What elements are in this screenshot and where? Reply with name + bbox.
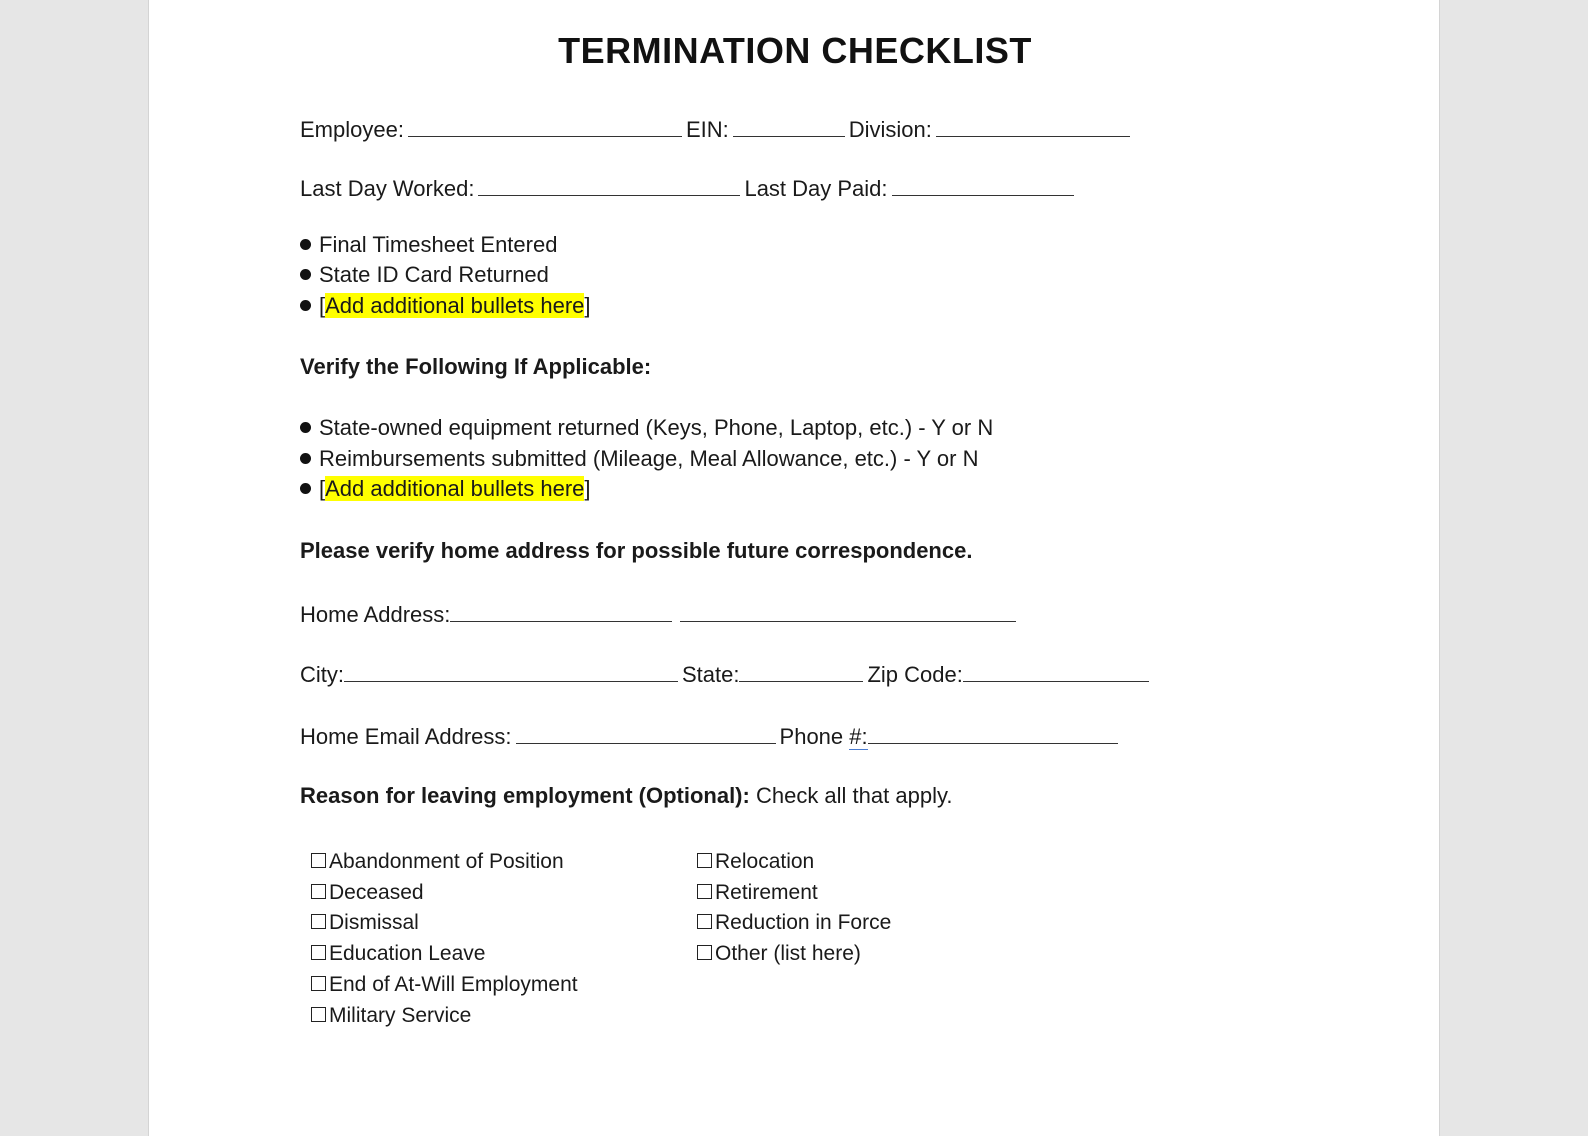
employee-field[interactable]: [408, 114, 682, 137]
verify-heading: Verify the Following If Applicable:: [300, 354, 652, 379]
home-address-row: [300, 599, 1020, 628]
checkbox-icon[interactable]: [697, 914, 712, 929]
division-label: Division:: [848, 117, 932, 142]
address-heading: Please verify home address for possible future correspondence.: [300, 538, 973, 563]
city-label: City:: [300, 662, 344, 687]
phone-hash: #:: [849, 724, 868, 749]
zip-label: Zip Code:: [867, 662, 963, 687]
placeholder-bullet: [Add additional bullets here]: [300, 293, 591, 319]
list-item: State ID Card Returned: [300, 262, 549, 288]
list-item: Reimbursements submitted (Mileage, Meal Allowance, etc.) - Y or N: [300, 446, 978, 472]
last-day-row: [300, 173, 1078, 202]
zip-field[interactable]: [963, 659, 1149, 682]
bullet-icon: [300, 422, 311, 433]
checkbox-reduction-in-force[interactable]: Reduction in Force: [697, 911, 891, 935]
home-address-label: Home Address:: [300, 602, 451, 627]
last-day-paid-label: Last Day Paid:: [744, 176, 888, 201]
checkbox-icon[interactable]: [311, 1007, 326, 1022]
home-address-field[interactable]: [450, 599, 672, 622]
bullet-icon: [300, 269, 311, 280]
placeholder-highlight[interactable]: Add additional bullets here: [325, 293, 585, 318]
checkbox-icon[interactable]: [311, 884, 326, 899]
last-day-worked-label: Last Day Worked:: [300, 176, 475, 201]
bullet-icon: [300, 300, 311, 311]
bullet-icon: [300, 453, 311, 464]
state-label: State:: [682, 662, 740, 687]
checkbox-icon[interactable]: [311, 853, 326, 868]
ein-field[interactable]: [733, 114, 845, 137]
checkbox-icon[interactable]: [697, 945, 712, 960]
checkbox-icon[interactable]: [697, 884, 712, 899]
ein-label: EIN:: [685, 117, 729, 142]
state-field[interactable]: [739, 659, 863, 682]
phone-field[interactable]: [868, 721, 1118, 744]
checkbox-deceased[interactable]: Deceased: [311, 881, 424, 905]
checkbox-education-leave[interactable]: Education Leave: [311, 942, 485, 966]
list-item: Final Timesheet Entered: [300, 232, 557, 258]
checkbox-icon[interactable]: [311, 914, 326, 929]
email-phone-row: [300, 721, 1122, 750]
placeholder-bullet: [Add additional bullets here]: [300, 476, 591, 502]
phone-label: Phone: [779, 724, 850, 749]
placeholder-highlight[interactable]: Add additional bullets here: [325, 476, 585, 501]
checkbox-icon[interactable]: [697, 853, 712, 868]
checkbox-icon[interactable]: [311, 945, 326, 960]
checkbox-military-service[interactable]: Military Service: [311, 1004, 471, 1028]
checkbox-dismissal[interactable]: Dismissal: [311, 911, 419, 935]
last-day-paid-field[interactable]: [892, 173, 1074, 196]
employee-label: Employee:: [300, 117, 404, 142]
email-field[interactable]: [516, 721, 776, 744]
employee-row: [300, 114, 1134, 143]
email-label: Home Email Address:: [300, 724, 512, 749]
checkbox-end-at-will[interactable]: End of At-Will Employment: [311, 973, 578, 997]
checkbox-retirement[interactable]: Retirement: [697, 881, 818, 905]
reason-heading: Reason for leaving employment (Optional): Check all that apply.: [300, 783, 953, 808]
bullet-icon: [300, 483, 311, 494]
checkbox-abandonment[interactable]: Abandonment of Position: [311, 850, 564, 874]
checkbox-other[interactable]: Other (list here): [697, 942, 861, 966]
city-field[interactable]: [344, 659, 678, 682]
list-item: State-owned equipment returned (Keys, Phone, Laptop, etc.) - Y or N: [300, 415, 993, 441]
city-state-zip-row: [300, 659, 1153, 688]
checkbox-relocation[interactable]: Relocation: [697, 850, 814, 874]
checkbox-icon[interactable]: [311, 976, 326, 991]
division-field[interactable]: [936, 114, 1130, 137]
last-day-worked-field[interactable]: [478, 173, 740, 196]
home-address-field-2[interactable]: [680, 599, 1016, 622]
document-title: TERMINATION CHECKLIST: [558, 30, 1032, 71]
document-page: [148, 0, 1440, 1136]
bullet-icon: [300, 239, 311, 250]
